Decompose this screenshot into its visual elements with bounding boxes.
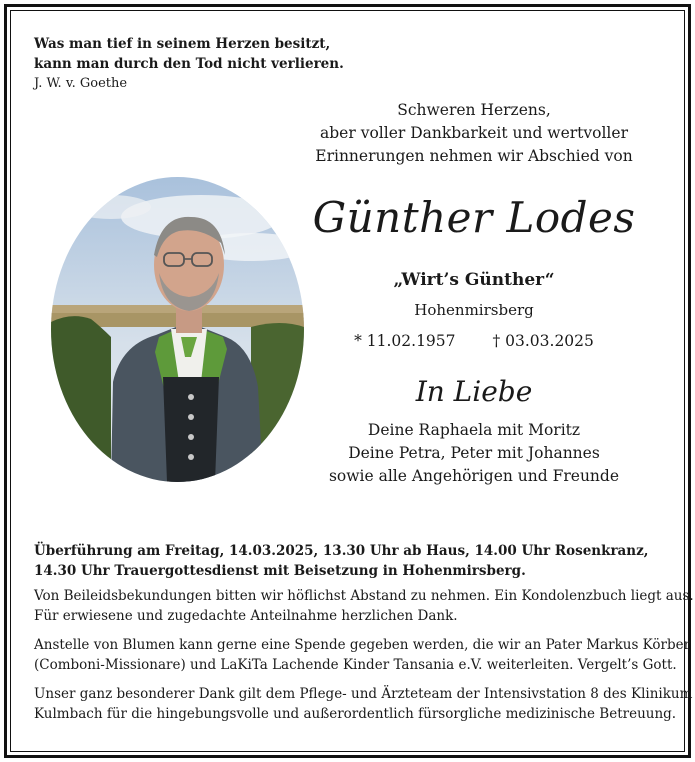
deceased-nickname: „Wirt’s Günther“ xyxy=(393,270,555,290)
deceased-place: Hohenmirsberg xyxy=(414,301,534,319)
condolence-paragraph xyxy=(34,586,694,626)
deceased-name: Günther Lodes xyxy=(312,193,636,242)
mourners-list xyxy=(300,419,648,488)
quote-line-1: Was man tief in seinem Herzen besitzt, xyxy=(34,36,331,52)
condolence-line-1: Von Beileidsbekundungen bitten wir höflichst Abstand zu nehmen. Ein Kondolenzbuch liegt aus. xyxy=(34,588,694,604)
death-date: † 03.03.2025 xyxy=(492,332,594,350)
life-dates xyxy=(300,330,648,352)
intro-line-2: aber voller Dankbarkeit und wertvoller xyxy=(320,124,628,142)
thanks-line-1: Unser ganz besonderer Dank gilt dem Pflege- und Ärzteteam der Intensivstation 8 des Klinikum xyxy=(34,686,693,702)
intro-text xyxy=(300,99,648,168)
mourner-line-3: sowie alle Angehörigen und Freunde xyxy=(328,467,620,485)
schedule-line-1: Überführung am Freitag, 14.03.2025, 13.30 Uhr ab Haus, 14.00 Uhr Rosenkranz, xyxy=(34,543,649,559)
mourner-line-2: Deine Petra, Peter mit Johannes xyxy=(348,444,600,462)
thanks-paragraph xyxy=(34,684,693,724)
in-love-heading: In Liebe xyxy=(415,375,533,408)
portrait-photo xyxy=(51,177,304,482)
quote-author: J. W. v. Goethe xyxy=(34,76,128,91)
quote-line-2: kann man durch den Tod nicht verlieren. xyxy=(34,56,344,72)
birth-date: * 11.02.1957 xyxy=(354,332,456,350)
thanks-line-2: Kulmbach für die hingebungsvolle und außerordentlich fürsorgliche medizinische Betreuung. xyxy=(34,706,677,722)
donation-paragraph xyxy=(34,635,691,675)
funeral-schedule xyxy=(34,541,664,581)
donation-line-2: (Comboni-Missionare) und LaKiTa Lachende Kinder Tansania e.V. weiterleiten. Vergelt’s Gott. xyxy=(34,657,677,673)
intro-line-1: Schweren Herzens, xyxy=(397,101,551,119)
intro-line-3: Erinnerungen nehmen wir Abschied von xyxy=(315,147,633,165)
schedule-line-2: 14.30 Uhr Trauergottesdienst mit Beisetzung in Hohenmirsberg. xyxy=(34,563,526,579)
condolence-line-2: Für erwiesene und zugedachte Anteilnahme herzlichen Dank. xyxy=(34,608,458,624)
mourner-line-1: Deine Raphaela mit Moritz xyxy=(367,421,581,439)
donation-line-1: Anstelle von Blumen kann gerne eine Spende gegeben werden, die wir an Pater Markus Körber xyxy=(34,637,691,653)
goethe-quote xyxy=(34,34,344,94)
